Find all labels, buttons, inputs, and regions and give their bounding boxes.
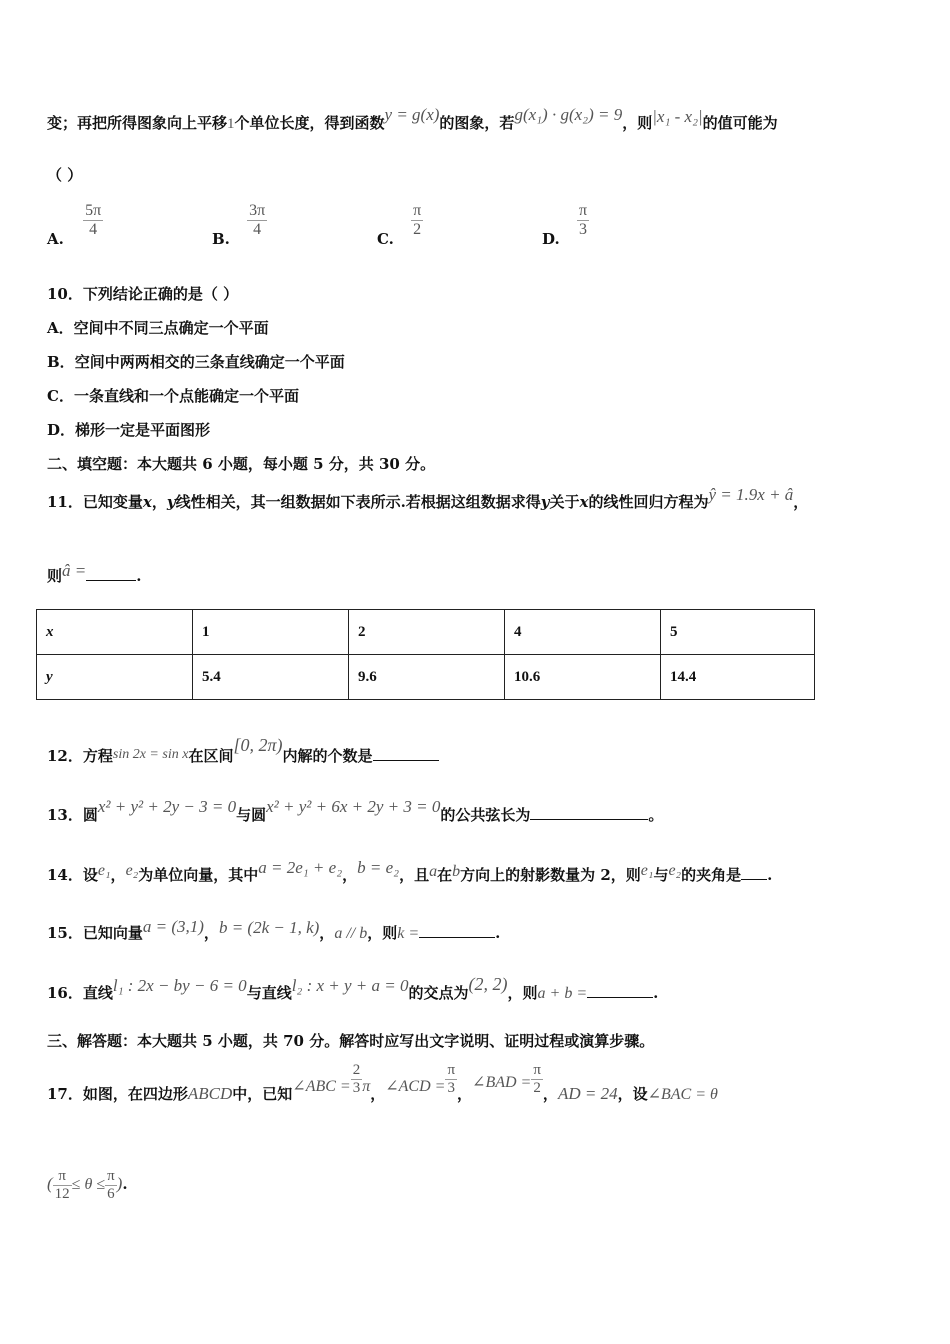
section-2-heading: 二、填空题：本大题共 6 小题，每小题 5 分，共 30 分。 (47, 455, 436, 473)
table-row (37, 610, 815, 655)
q9-text-a: 变；再把所得图象向上平移 (47, 114, 228, 132)
q9-option-a: A. $\frac{5\pi}{4}$ (47, 202, 102, 249)
table-cell: 10.6 (505, 655, 661, 700)
q9-paren: （ ） (47, 166, 83, 184)
q14-vector-b: b = e₂ (357, 858, 400, 877)
q12-equation: sin 2x = sin x (112, 747, 189, 762)
q16-line-2: l₂ : x + y + a = 0 (291, 976, 409, 995)
q13-circle-2: x² + y² + 6x + 2y + 3 = 0 (266, 797, 441, 816)
q12-interval: [0, 2π) (233, 735, 283, 755)
q9-option-c: C. $\frac{\pi}{2}$ (377, 202, 422, 249)
q11-line2: 则â = . (47, 561, 142, 585)
q10-option-c: C．一条直线和一个点能确定一个平面 (47, 387, 299, 405)
q17-range-frac-2: $\frac{\pi}{6}$ (107, 1168, 115, 1202)
q10-stem: 10．下列结论正确的是（ ） (47, 285, 239, 303)
q15: 15．已知向量a = (3,1)，b = (2k − 1, k)，a // b，则k = . (47, 917, 501, 942)
q17-bad-frac: $\frac{\pi}{2}$ (533, 1062, 541, 1096)
q9-option-d: D. $\frac{\pi}{3}$ (542, 202, 588, 249)
q11-answer-blank[interactable] (86, 579, 136, 581)
q10-option-d: D．梯形一定是平面图形 (47, 421, 211, 439)
q13-circle-1: x² + y² + 2y − 3 = 0 (97, 797, 237, 816)
q9-line1 (47, 105, 778, 133)
table-cell: x (37, 610, 193, 655)
q16-answer-blank[interactable] (587, 996, 653, 998)
table-cell: 1 (193, 610, 349, 655)
q9-cond: g(x₁) · g(x₂) = 9 (514, 105, 623, 124)
q9-text-d: ，则 (622, 114, 653, 132)
q15-parallel: a // b (334, 925, 368, 942)
q16-point: (2, 2) (468, 974, 508, 994)
q17-range-frac-1: $\frac{\pi}{12}$ (54, 1168, 70, 1202)
q9-text-c: 的图象，若 (439, 114, 515, 132)
q9-option-b-frac: $\frac{3\pi}{4}$ (249, 202, 266, 238)
q11-ahat: â = (62, 561, 87, 580)
q16-line-1: l₁ : 2x − by − 6 = 0 (112, 976, 247, 995)
q9-text-b: 个单位长度，得到函数 (234, 114, 385, 132)
q9-option-b: B. $\frac{3\pi}{4}$ (212, 202, 266, 249)
table-cell: 5.4 (193, 655, 349, 700)
table-cell: 2 (349, 610, 505, 655)
q10-option-b: B．空间中两两相交的三条直线确定一个平面 (47, 353, 345, 371)
table-cell: 9.6 (349, 655, 505, 700)
q9-option-d-frac: $\frac{\pi}{3}$ (578, 202, 588, 238)
q14-vector-a: a = 2e₁ + e₂ (258, 858, 343, 877)
q17-abc-frac: $\frac{2}{3}$ (352, 1062, 361, 1096)
table-cell: 5 (661, 610, 815, 655)
table-cell: 14.4 (661, 655, 815, 700)
q9-one: 1 (227, 116, 235, 132)
q17-line1: 17．如图，在四边形ABCD中，已知∠ABC = $\frac{2}{3}$ π，∠ACD = $\frac{\pi}{3}$ ，∠BAD = $\frac{\pi}{2}$ ，AD = 24，设∠BAC = θ (47, 1062, 718, 1103)
q12: 12．方程sin 2x = sin x在区间[0, 2π)内解的个数是 (47, 745, 439, 766)
table-row (37, 655, 815, 700)
q15-answer-blank[interactable] (419, 936, 495, 938)
section-3-heading: 三、解答题：本大题共 5 小题，共 70 分。解答时应写出文字说明、证明过程或演算步骤。 (47, 1032, 655, 1050)
q11-regression-eq: ŷ = 1.9x + â (708, 485, 794, 504)
q11-line1: 11．已知变量x，y线性相关，其一组数据如下表所示.若根据这组数据求得y关于x的线性回归方程为ŷ = 1.9x + â， (47, 485, 809, 511)
q9-option-c-frac: $\frac{\pi}{2}$ (413, 202, 422, 238)
q9-option-a-frac: $\frac{5\pi}{4}$ (85, 202, 102, 238)
q10-option-a: A．空间中不同三点确定一个平面 (47, 319, 269, 337)
q15-vector-b: b = (2k − 1, k) (218, 918, 320, 937)
q16: 16．直线l₁ : 2x − by − 6 = 0与直线l₂ : x + y + a = 0的交点为(2, 2)，则a + b = . (47, 974, 659, 1002)
table-cell: 4 (505, 610, 661, 655)
q17-range: ( $\frac{\pi}{12}$ ≤ θ ≤ $\frac{\pi}{6}$ ). (47, 1168, 128, 1202)
q12-answer-blank[interactable] (373, 759, 439, 761)
q9-abs: |x₁ - x₂| (652, 107, 703, 126)
q11-data-table (36, 609, 815, 700)
q14: 14．设e₁，e₂为单位向量，其中a = 2e₁ + e₂，b = e₂，且a在b方向上的射影数量为 2，则e₁与e₂的夹角是 . (47, 858, 773, 884)
q17-acd-frac: $\frac{\pi}{3}$ (447, 1062, 456, 1096)
q9-func: y = g(x) (384, 105, 440, 124)
q14-answer-blank[interactable] (741, 878, 767, 880)
q13-answer-blank[interactable] (530, 818, 648, 820)
table-cell: y (37, 655, 193, 700)
q13: 13．圆x² + y² + 2y − 3 = 0与圆x² + y² + 6x + 2y + 3 = 0的公共弦长为 。 (47, 797, 664, 824)
q15-vector-a: a = (3,1) (142, 917, 204, 936)
q9-text-e: 的值可能为 (702, 114, 778, 132)
